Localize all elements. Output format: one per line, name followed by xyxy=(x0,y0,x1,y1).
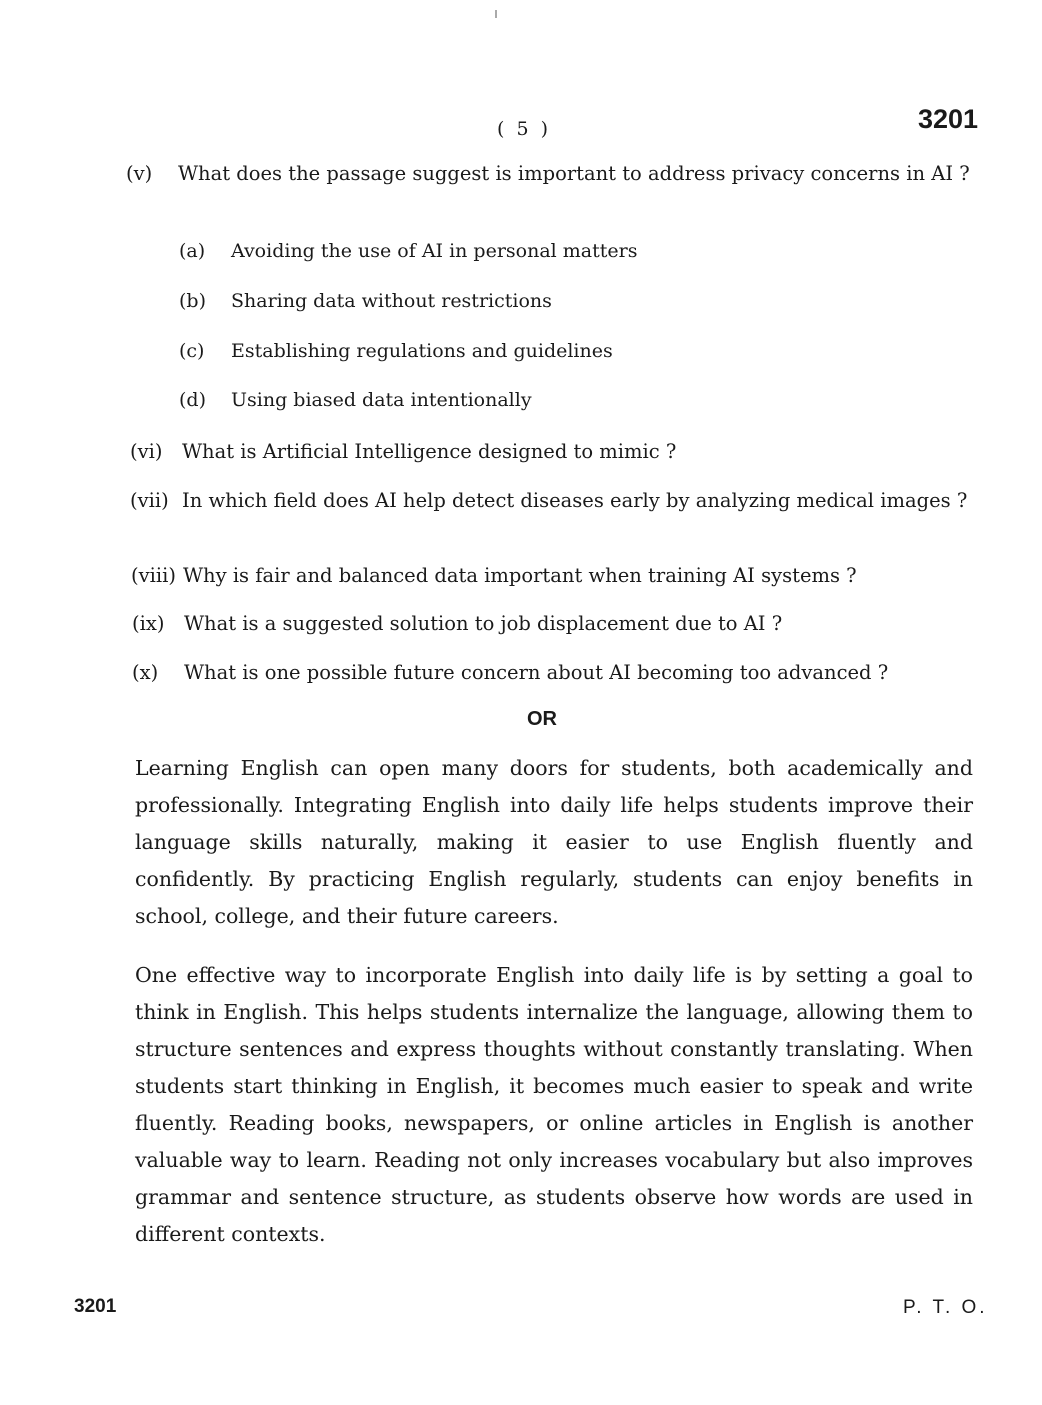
option-text: Establishing regulations and guidelines xyxy=(231,340,613,362)
question-vi xyxy=(130,438,976,466)
question-viii xyxy=(131,562,977,590)
option-label: (d) xyxy=(179,389,206,411)
option-d xyxy=(179,389,879,417)
option-text: Sharing data without restrictions xyxy=(231,290,552,312)
question-number: (vi) xyxy=(130,440,163,463)
question-ix xyxy=(132,610,978,638)
option-text: Avoiding the use of AI in personal matters xyxy=(231,240,638,262)
passage-paragraph-2: One effective way to incorporate English into daily life is by setting a goal to think in English. This helps students internalize the language, allowing them to structure sentences and express thoughts without constantly translating. When students start thinking in English, it becomes much easier to speak and write fluently. Reading books, newspapers, or online articles in English is another valuable way to learn. Reading not only increases vocabulary but also improves grammar and sentence structure, as students observe how words are used in different contexts. xyxy=(135,963,973,1246)
option-b xyxy=(179,290,879,318)
question-number: (ix) xyxy=(132,612,165,635)
question-text: What is one possible future concern about AI becoming too advanced ? xyxy=(184,661,889,684)
option-label: (a) xyxy=(179,240,206,262)
paper-code-top: 3201 xyxy=(918,104,979,134)
option-text: Using biased data intentionally xyxy=(231,389,532,411)
question-x xyxy=(132,659,978,687)
question-vii xyxy=(130,487,976,543)
option-label: (b) xyxy=(179,290,206,312)
option-a xyxy=(179,240,879,268)
question-text: What is a suggested solution to job displacement due to AI ? xyxy=(184,612,783,635)
or-separator: OR xyxy=(527,708,557,730)
question-text: In which field does AI help detect diseases early by analyzing medical images ? xyxy=(182,489,968,512)
passage-paragraph-1: Learning English can open many doors for students, both academically and professionally. Integrating English into daily life helps students improve their language skills naturally, making it easier to use English fluently and confidently. By practicing English regularly, students can enjoy benefits in school, college, and their future careers. xyxy=(135,756,973,928)
question-number: (v) xyxy=(126,162,153,185)
scan-speck xyxy=(495,10,497,18)
question-text: What does the passage suggest is important to address privacy concerns in AI ? xyxy=(178,162,970,185)
option-c xyxy=(179,340,879,368)
question-number: (vii) xyxy=(130,489,169,512)
pto-label: P. T. O. xyxy=(903,1297,988,1318)
question-number: (viii) xyxy=(131,564,176,587)
paper-code-bottom: 3201 xyxy=(74,1296,117,1317)
question-v xyxy=(126,160,976,216)
question-text: Why is fair and balanced data important when training AI systems ? xyxy=(183,564,857,587)
page-number: ( 5 ) xyxy=(497,118,551,140)
question-number: (x) xyxy=(132,661,159,684)
question-text: What is Artificial Intelligence designed to mimic ? xyxy=(182,440,677,463)
option-label: (c) xyxy=(179,340,205,362)
